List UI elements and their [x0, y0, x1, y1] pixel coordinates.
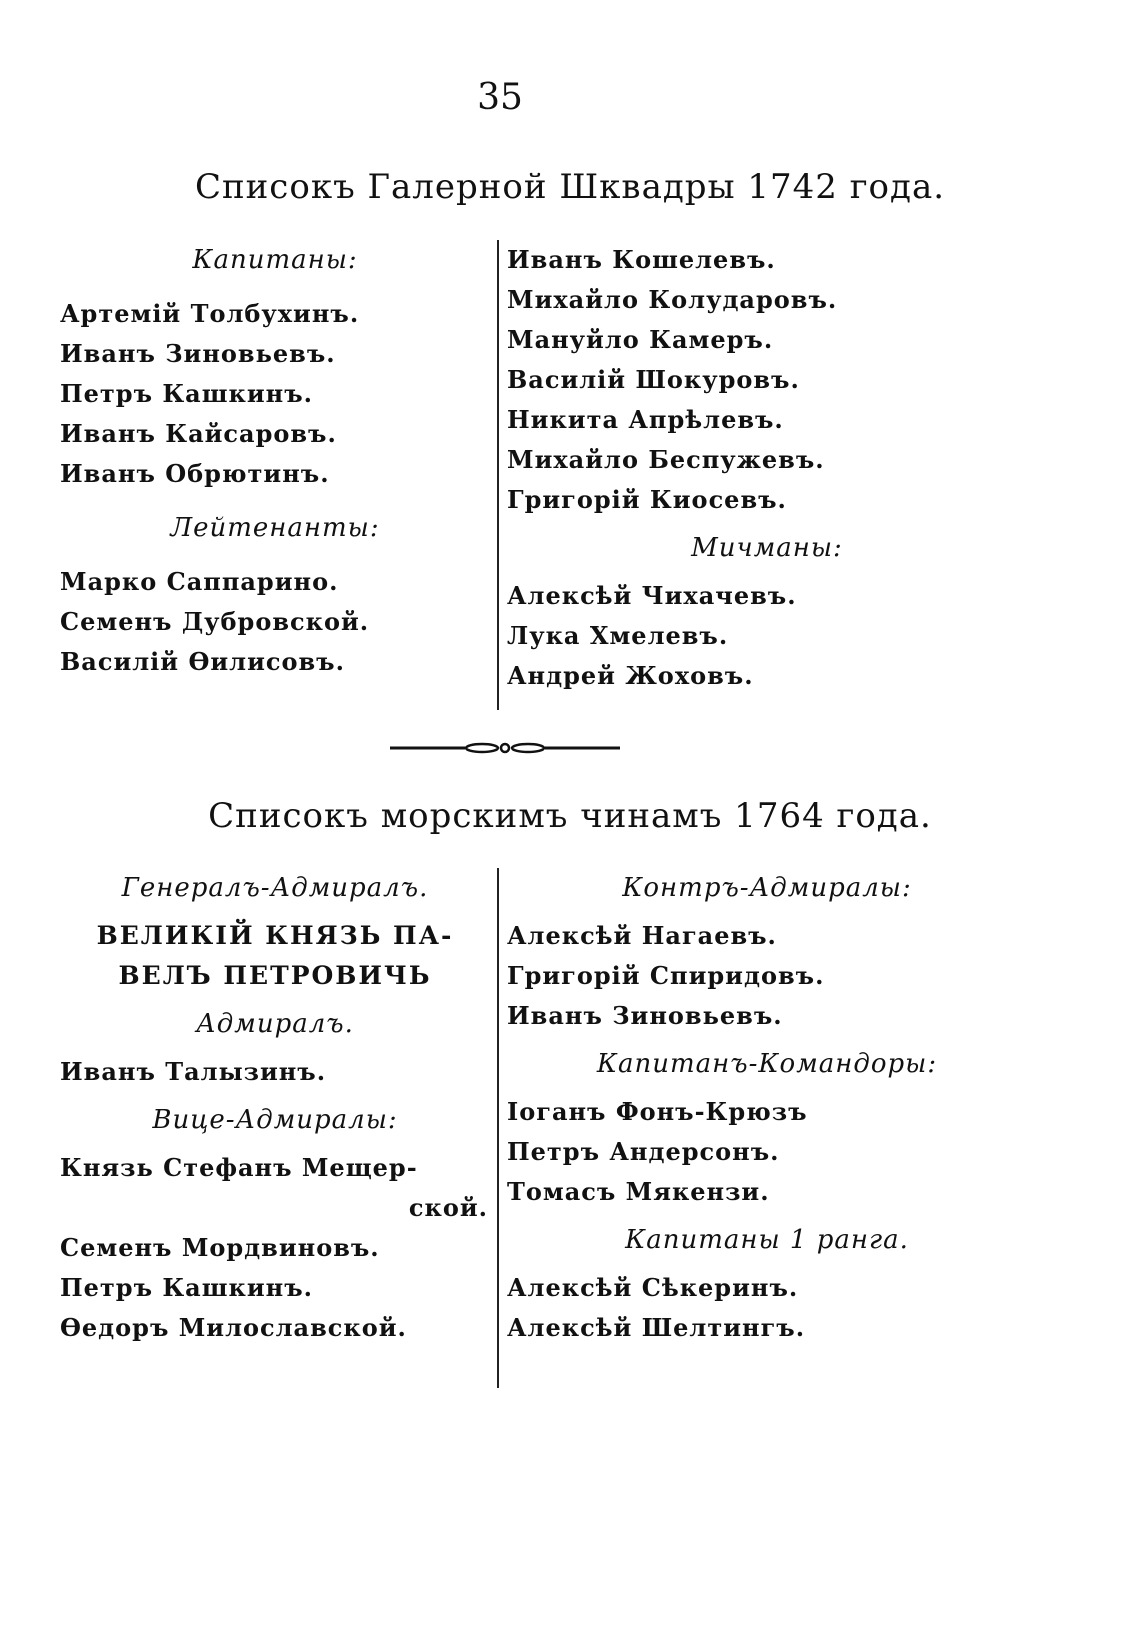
section-1-columns — [60, 240, 1060, 710]
page-number: 35 — [477, 77, 523, 118]
lieutenant-name: Иванъ Кошелевъ. — [507, 245, 776, 274]
section-2-right-column — [507, 868, 1027, 1348]
rear-admirals-heading: Контръ-Адмиралы: — [622, 873, 912, 903]
midshipman-name: Андрей Жоховъ. — [507, 661, 754, 690]
admiral-heading: Адмиралъ. — [196, 1009, 354, 1039]
rear-admiral-name: Григорій Спиридовъ. — [507, 961, 825, 990]
lieutenant-name: Семенъ Дубровской. — [60, 607, 370, 636]
lieutenant-name: Григорій Киосевъ. — [507, 485, 787, 514]
captain-name: Артемій Толбухинъ. — [60, 299, 360, 328]
lieutenants-heading: Лейтенанты: — [170, 513, 380, 543]
captain-1st-rank-name: Алексѣй Сѣкеринъ. — [507, 1273, 799, 1302]
midshipman-name: Алексѣй Чихачевъ. — [507, 581, 797, 610]
column-divider — [497, 240, 499, 710]
vice-admiral-name-line1: Князь Стефанъ Мещер- — [60, 1153, 418, 1182]
captain-commander-name: Томасъ Мякензи. — [507, 1177, 770, 1206]
lieutenant-name: Михайло Беспужевъ. — [507, 445, 825, 474]
captains-heading: Капитаны: — [192, 245, 358, 275]
lieutenant-name: Никита Апрѣлевъ. — [507, 405, 784, 434]
captain-1st-rank-name: Алексѣй Шелтингъ. — [507, 1313, 806, 1342]
captain-name: Иванъ Кайсаровъ. — [60, 419, 337, 448]
captains-1st-rank-heading: Капитаны 1 ранга. — [625, 1225, 909, 1255]
vice-admiral-name: Өедоръ Милославской. — [60, 1313, 407, 1342]
section-1-left-column — [60, 240, 490, 682]
ornament-divider — [390, 738, 620, 758]
general-admiral-heading: Генералъ-Адмиралъ. — [121, 873, 429, 903]
column-divider — [497, 868, 499, 1388]
admiral-name: Иванъ Талызинъ. — [60, 1057, 327, 1086]
captain-commander-name: Іоганъ Фонъ-Крюзъ — [507, 1097, 808, 1126]
lieutenant-name: Василій Өилисовъ. — [60, 647, 345, 676]
captain-name: Иванъ Обрютинъ. — [60, 459, 330, 488]
captain-name: Петръ Кашкинъ. — [60, 379, 313, 408]
lieutenant-name: Мануйло Камеръ. — [507, 325, 774, 354]
vice-admiral-name: Семенъ Мордвиновъ. — [60, 1233, 380, 1262]
general-admiral-name-line2: ВЕЛЪ ПЕТРОВИЧЬ — [118, 961, 432, 990]
midshipman-name: Лука Хмелевъ. — [507, 621, 729, 650]
vice-admiral-name: Петръ Кашкинъ. — [60, 1273, 313, 1302]
rear-admiral-name: Алексѣй Нагаевъ. — [507, 921, 777, 950]
midshipmen-heading: Мичманы: — [691, 533, 843, 563]
captain-name: Иванъ Зиновьевъ. — [60, 339, 336, 368]
vice-admiral-name-line2: ской. — [408, 1193, 488, 1222]
section-2-title: Списокъ морскимъ чинамъ 1764 года. — [208, 796, 932, 836]
lieutenant-name: Марко Саппарино. — [60, 567, 339, 596]
section-1-right-column — [507, 240, 1027, 696]
rear-admiral-name: Иванъ Зиновьевъ. — [507, 1001, 783, 1030]
section-1-title: Списокъ Галерной Шквадры 1742 года. — [194, 167, 946, 207]
lieutenant-name: Михайло Колударовъ. — [507, 285, 838, 314]
captain-commanders-heading: Капитанъ-Командоры: — [596, 1049, 938, 1079]
captain-commander-name: Петръ Андерсонъ. — [507, 1137, 780, 1166]
section-2-columns — [60, 868, 1060, 1408]
lieutenant-name: Василій Шокуровъ. — [507, 365, 800, 394]
section-2-left-column — [60, 868, 490, 1348]
vice-admirals-heading: Вице-Адмиралы: — [152, 1105, 398, 1135]
general-admiral-name-line1: ВЕЛИКІЙ КНЯЗЬ ПА- — [96, 921, 454, 950]
